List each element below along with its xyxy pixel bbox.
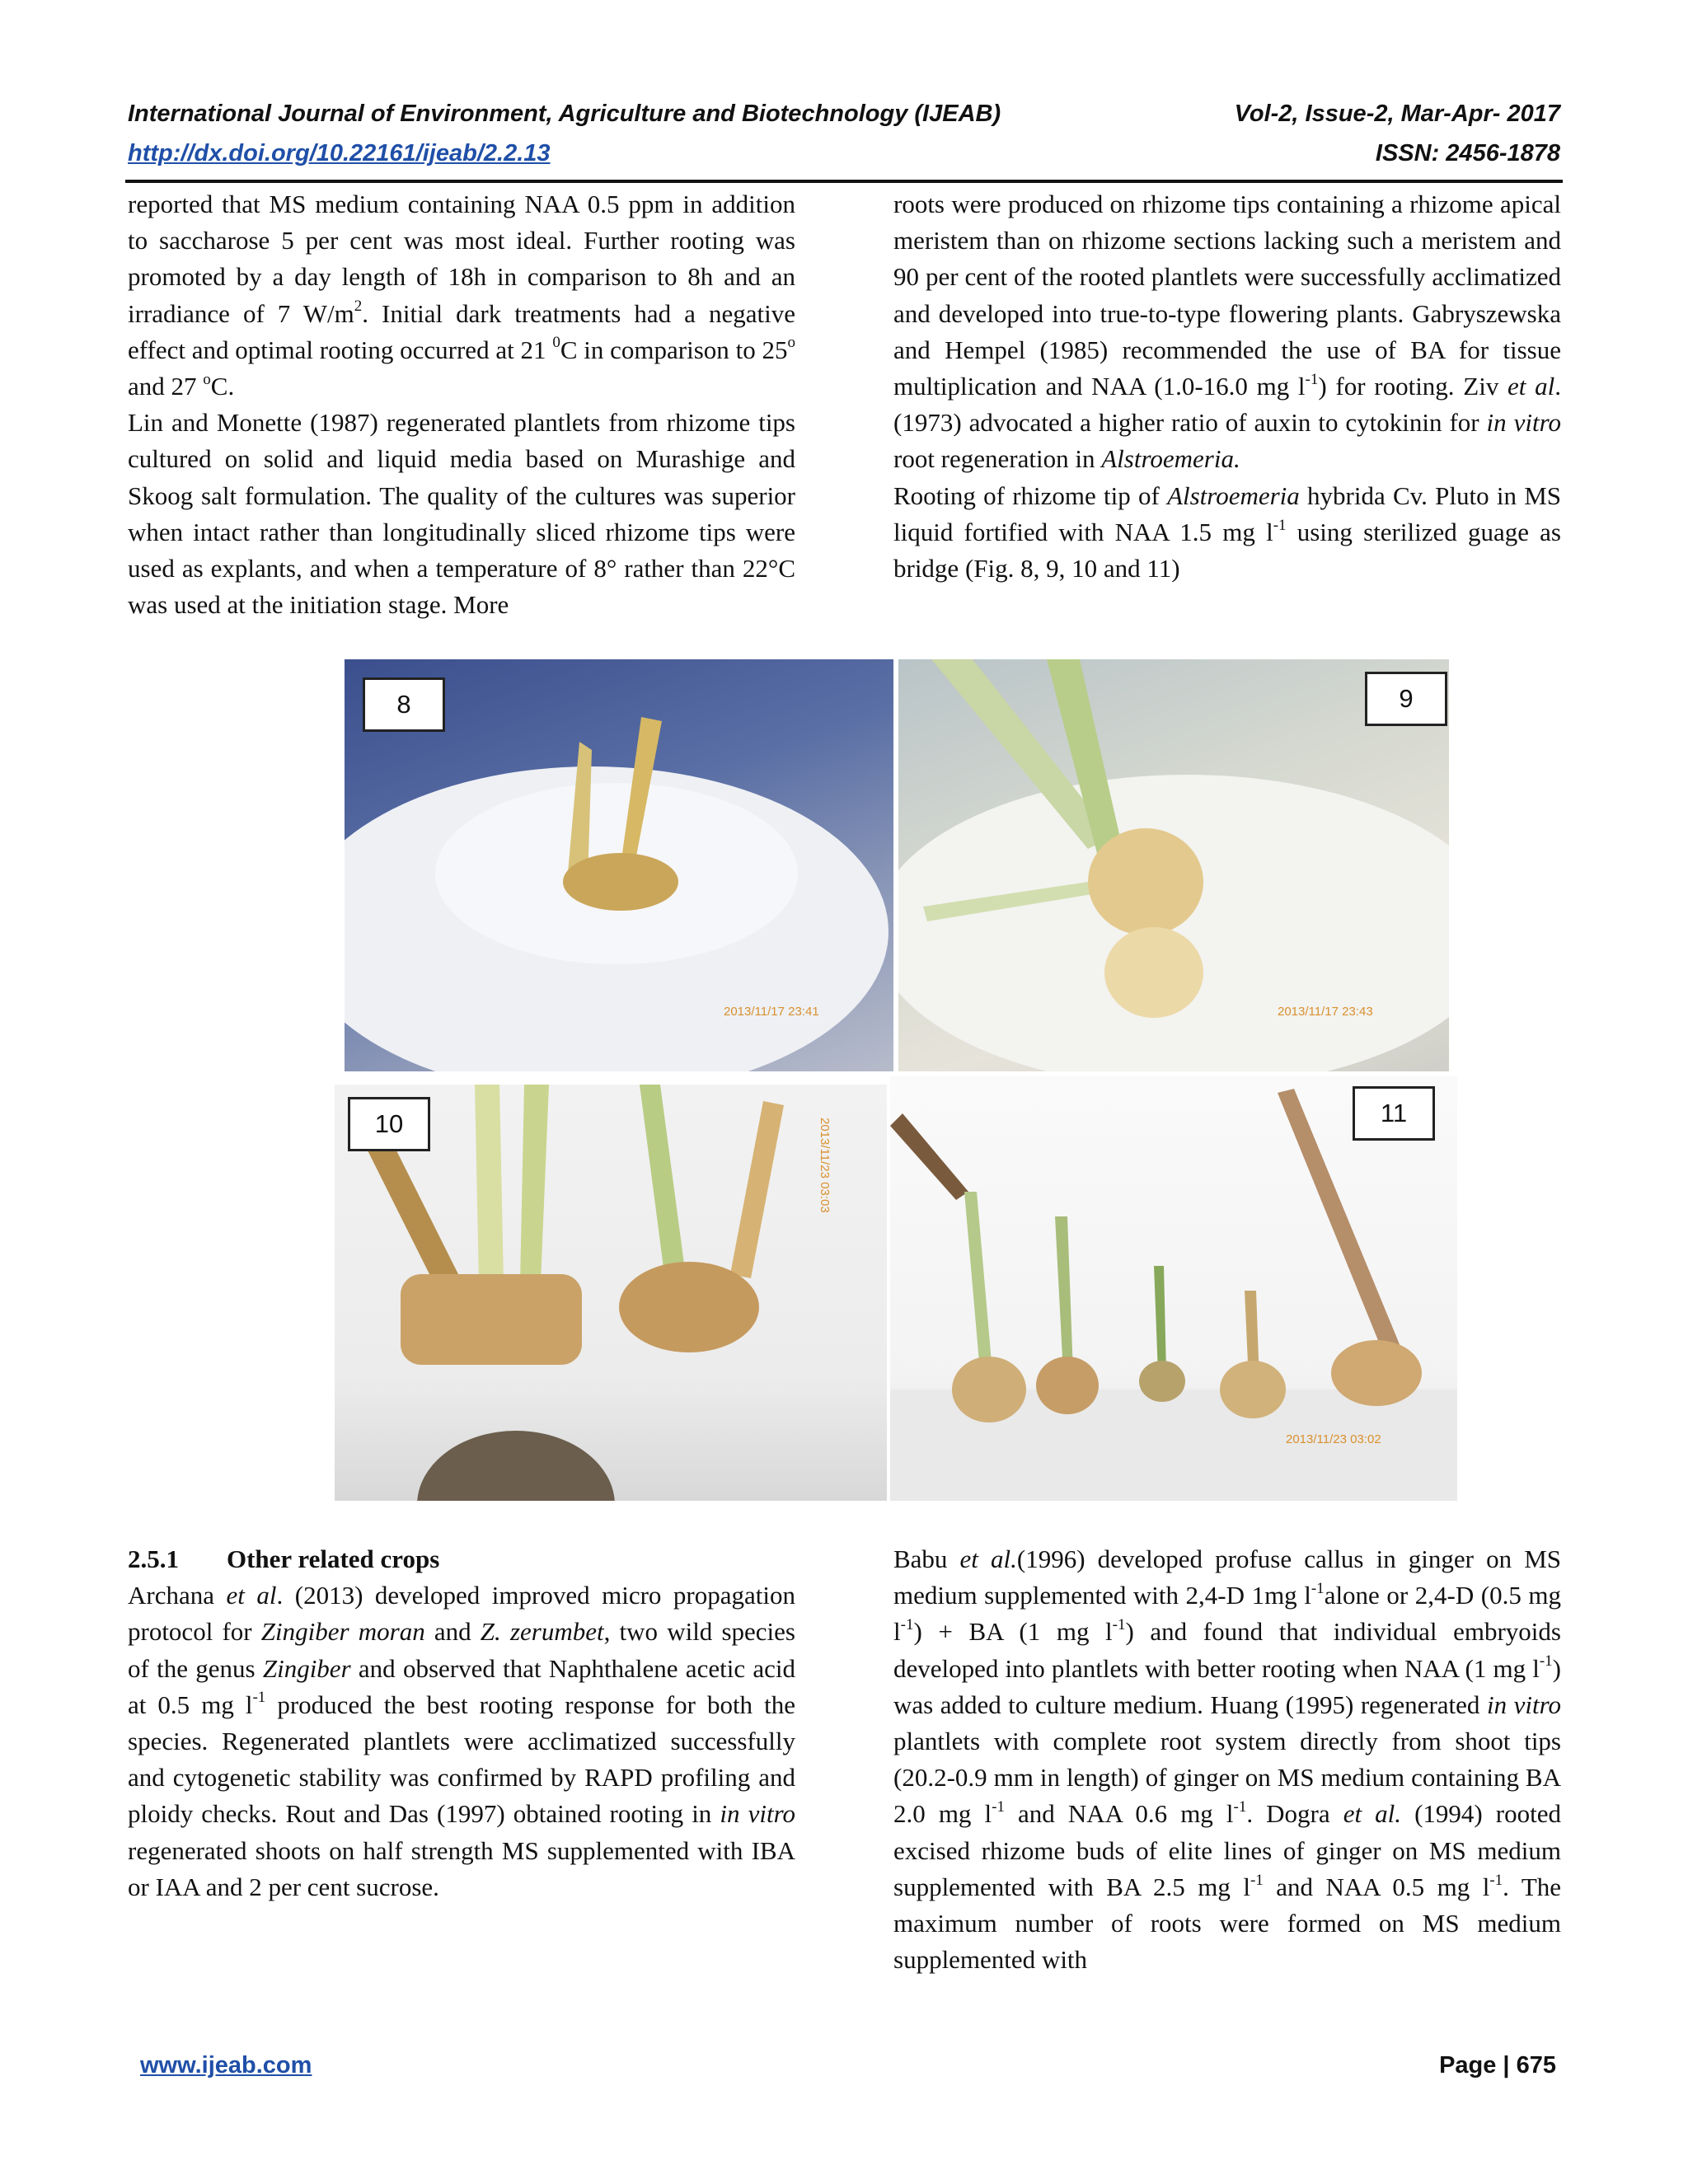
figure-label-11: 11 (1353, 1086, 1435, 1141)
figure-label-10: 10 (348, 1097, 430, 1151)
section-heading (128, 1541, 795, 1577)
timestamp: 2013/11/17 23:41 (724, 1005, 819, 1019)
doi-link[interactable]: http://dx.doi.org/10.22161/ijeab/2.2.13 (128, 140, 551, 166)
paragraph: roots were produced on rhizome tips containing a rhizome apical meristem than on rhizome sections lacking such a meristem and 90 per cent of the rooted plantlets were successfully acclimatized and developed into true-to-type flowering plants. Gabryszewska and Hempel (1985) recommended the use of BA for tissue multiplication and NAA (1.0-16.0 mg $l^{-1}$) for rooting. Ziv et al. (1973) advocated a higher ratio of auxin to cytokinin for in vitro root regeneration in Alstroemeria. (893, 190, 1561, 474)
column-top-right (893, 186, 1561, 587)
journal-header (128, 101, 1560, 128)
header-rule (125, 180, 1563, 183)
timestamp: 2013/11/23 03:03 (818, 1118, 832, 1213)
column-bottom-right (893, 1541, 1561, 1978)
figure-label-9: 9 (1365, 672, 1447, 726)
journal-subheader (128, 140, 1560, 167)
timestamp: 2013/11/23 03:02 (1286, 1432, 1381, 1446)
figure-label-8: 8 (363, 677, 445, 732)
journal-title: International Journal of Environment, Agriculture and Biotechnology (IJEAB) (128, 101, 1001, 127)
section-title: Other related crops (227, 1544, 440, 1573)
footer-page-number: Page | 675 (1439, 2052, 1556, 2079)
paragraph: Rooting of rhizome tip of Alstroemeria hybrida Cv. Pluto in MS liquid fortified with NAA 1.5 mg $l^{-1}$ using sterilized guage as bridge (Fig. 8, 9, 10 and 11) (893, 480, 1562, 583)
journal-issn: ISSN: 2456-1878 (1375, 140, 1560, 166)
column-top-left (128, 186, 795, 623)
paragraph: Archana et al. (2013) developed improved micro propagation protocol for Zingiber moran and Z. zerumbet, two wild species of the genus Zingiber and observed that Naphthalene acetic acid at 0.5 mg $l^{-1}$ produced the best rooting response for both the species. Regenerated plantlets were acclimatized successfully and cytogenetic stability was confirmed by RAPD profiling and ploidy checks. Rout and Das (1997) obtained rooting in in vitro regenerated shoots on half strength MS supplemented with IBA or IAA and 2 per cent sucrose. (128, 1581, 795, 1901)
paragraph: reported that MS medium containing NAA 0.5 ppm in addition to saccharose 5 per cent was most ideal. Further rooting was promoted by a day length of 18h in comparison to 8h and an irradiance of 7 $W/m^2$. Initial dark treatments had a negative effect and optimal rooting occurred at 21 $^0$C in comparison to 25$^o$ and 27 $^o$C. (128, 190, 795, 401)
paragraph: Babu et al.(1996) developed profuse callus in ginger on MS medium supplemented with 2,4-D 1mg $l^{-1}alone$ or 2,4-D (0.5 mg $l^{-1}$) + BA (1 mg $l^{-1}$) and found that individual embryoids developed into plantlets with better rooting when NAA (1 mg $l^{-1}$) was added to culture medium. Huang (1995) regenerated in vitro plantlets with complete root system directly from shoot tips (20.2-0.9 mm in length) of ginger on MS medium containing BA 2.0 mg $l^{-1}$ and NAA 0.6 mg $l^{-1}$. Dogra et al. (1994) rooted excised rhizome buds of elite lines of ginger on MS medium supplemented with BA 2.5 mg $l^{-1}$ and NAA 0.5 mg $l^{-1}$. The maximum number of roots were formed on MS medium supplemented with (893, 1544, 1562, 1975)
footer-website-link[interactable]: www.ijeab.com (140, 2052, 312, 2079)
journal-volume: Vol-2, Issue-2, Mar-Apr- 2017 (1234, 101, 1560, 127)
timestamp: 2013/11/17 23:43 (1278, 1005, 1373, 1019)
paragraph: Lin and Monette (1987) regenerated plantlets from rhizome tips cultured on solid and liquid media based on Murashige and Skoog salt formulation. The quality of the cultures was superior when intact rather than longitudinally sliced rhizome tips were used as explants, and when a temperature of 8° rather than 22°C was used at the initiation stage. More (128, 408, 795, 620)
column-bottom-left (128, 1541, 795, 1905)
section-number: 2.5.1 (128, 1544, 179, 1573)
